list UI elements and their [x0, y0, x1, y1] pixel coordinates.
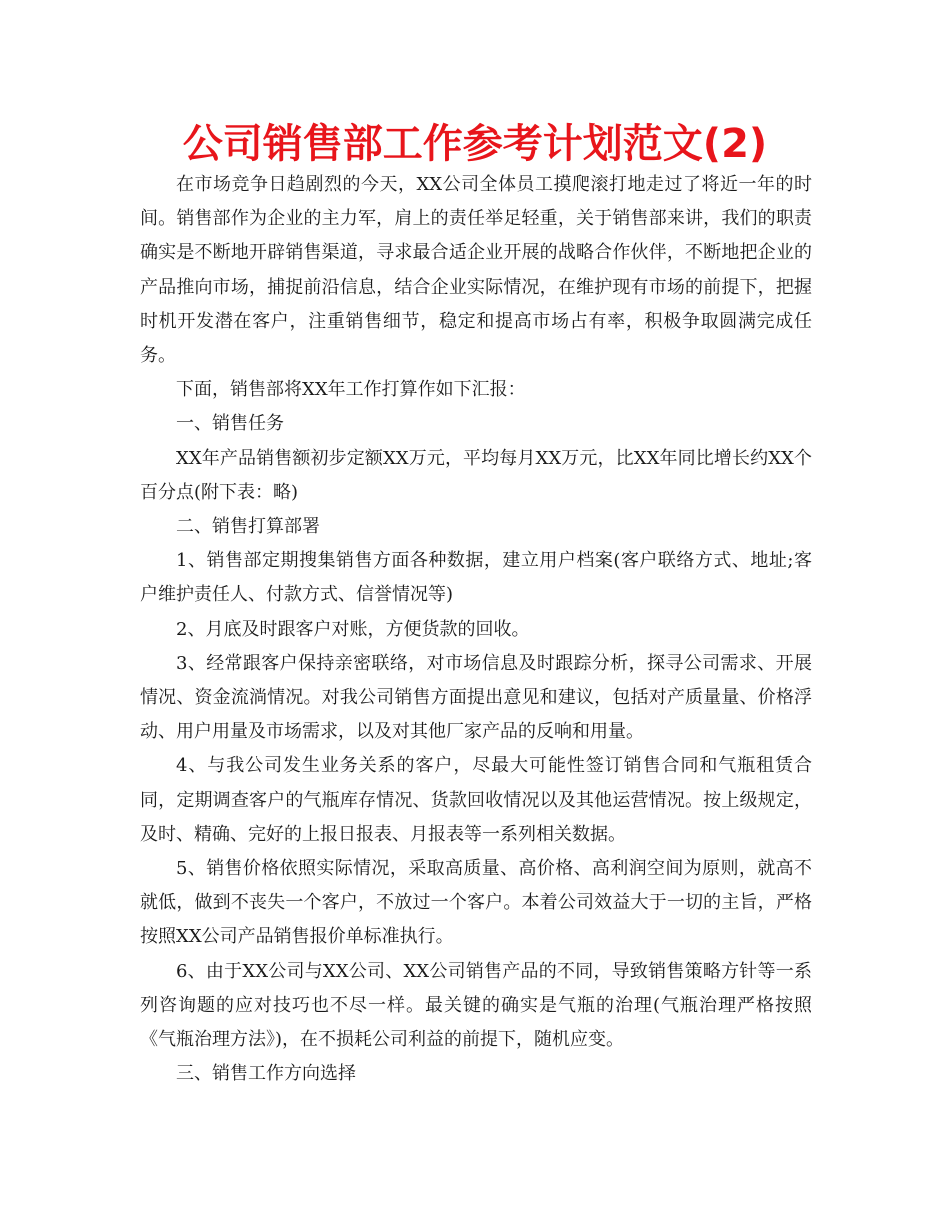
section-heading-work-direction: 三、销售工作方向选择 — [176, 1063, 356, 1085]
list-item-3: 3、经常跟客户保持亲密联络，对市场信息及时跟踪分析，探寻公司需求、开展情况、资金流淌情况。对我公司销售方面提出意见和建议，包括对产质量量、价格浮动、用户用量及市场需求，以及对其他厂家产品的反响和用量。 — [140, 652, 812, 743]
list-item-4: 4、与我公司发生业务关系的客户，尽最大可能性签订销售合同和气瓶租赁合同，定期调查客户的气瓶库存情况、货款回收情况以及其他运营情况。按上级规定，及时、精确、完好的上报日报表、月报表等一系列相关数据。 — [140, 755, 812, 845]
section-heading-sales-plan: 二、销售打算部署 — [176, 516, 320, 538]
list-item-2: 2、月底及时跟客户对账，方便货款的回收。 — [176, 618, 530, 640]
paragraph-intro: 在市场竞争日趋剧烈的今天，XX公司全体员工摸爬滚打地走过了将近一年的时间。销售部作为企业的主力军，肩上的责任举足轻重，关于销售部来讲，我们的职责确实是不断地开辟销售渠道，寻求最合适企业开展的战略合作伙伴，不断地把企业的产品推向市场，捕捉前沿信息，结合企业实际情况，在维护现有市场的前提下，把握时机开发潜在客户，注重销售细节，稳定和提高市场占有率，积极争取圆满完成任务。 — [140, 174, 812, 367]
section-heading-sales-task: 一、销售任务 — [176, 413, 284, 435]
list-item-6: 6、由于XX公司与XX公司、XX公司销售产品的不同，导致销售策略方针等一系列咨询题的应对技巧也不尽一样。最关键的确实是气瓶的治理(气瓶治理严格按照《气瓶治理方法》)，在不损耗公司利益的前提下，随机应变。 — [140, 960, 812, 1051]
paragraph-report-lead: 下面，销售部将XX年工作打算作如下汇报： — [176, 379, 526, 401]
list-item-1: 1、销售部定期搜集销售方面各种数据，建立用户档案(客户联络方式、地址;客户维护责任人、付款方式、信誉情况等) — [140, 550, 812, 606]
paragraph-sales-target: XX年产品销售额初步定额XX万元，平均每月XX万元，比XX年同比增长约XX个百分点(附下表：略) — [140, 447, 812, 503]
document-title: 公司销售部工作参考计划范文(2) — [182, 121, 768, 167]
list-item-5: 5、销售价格依照实际情况，采取高质量、高价格、高利润空间为原则，就高不就低，做到不丧失一个客户，不放过一个客户。本着公司效益大于一切的主旨，严格按照XX公司产品销售报价单标准执行。 — [140, 858, 812, 948]
document-body — [140, 168, 812, 1091]
